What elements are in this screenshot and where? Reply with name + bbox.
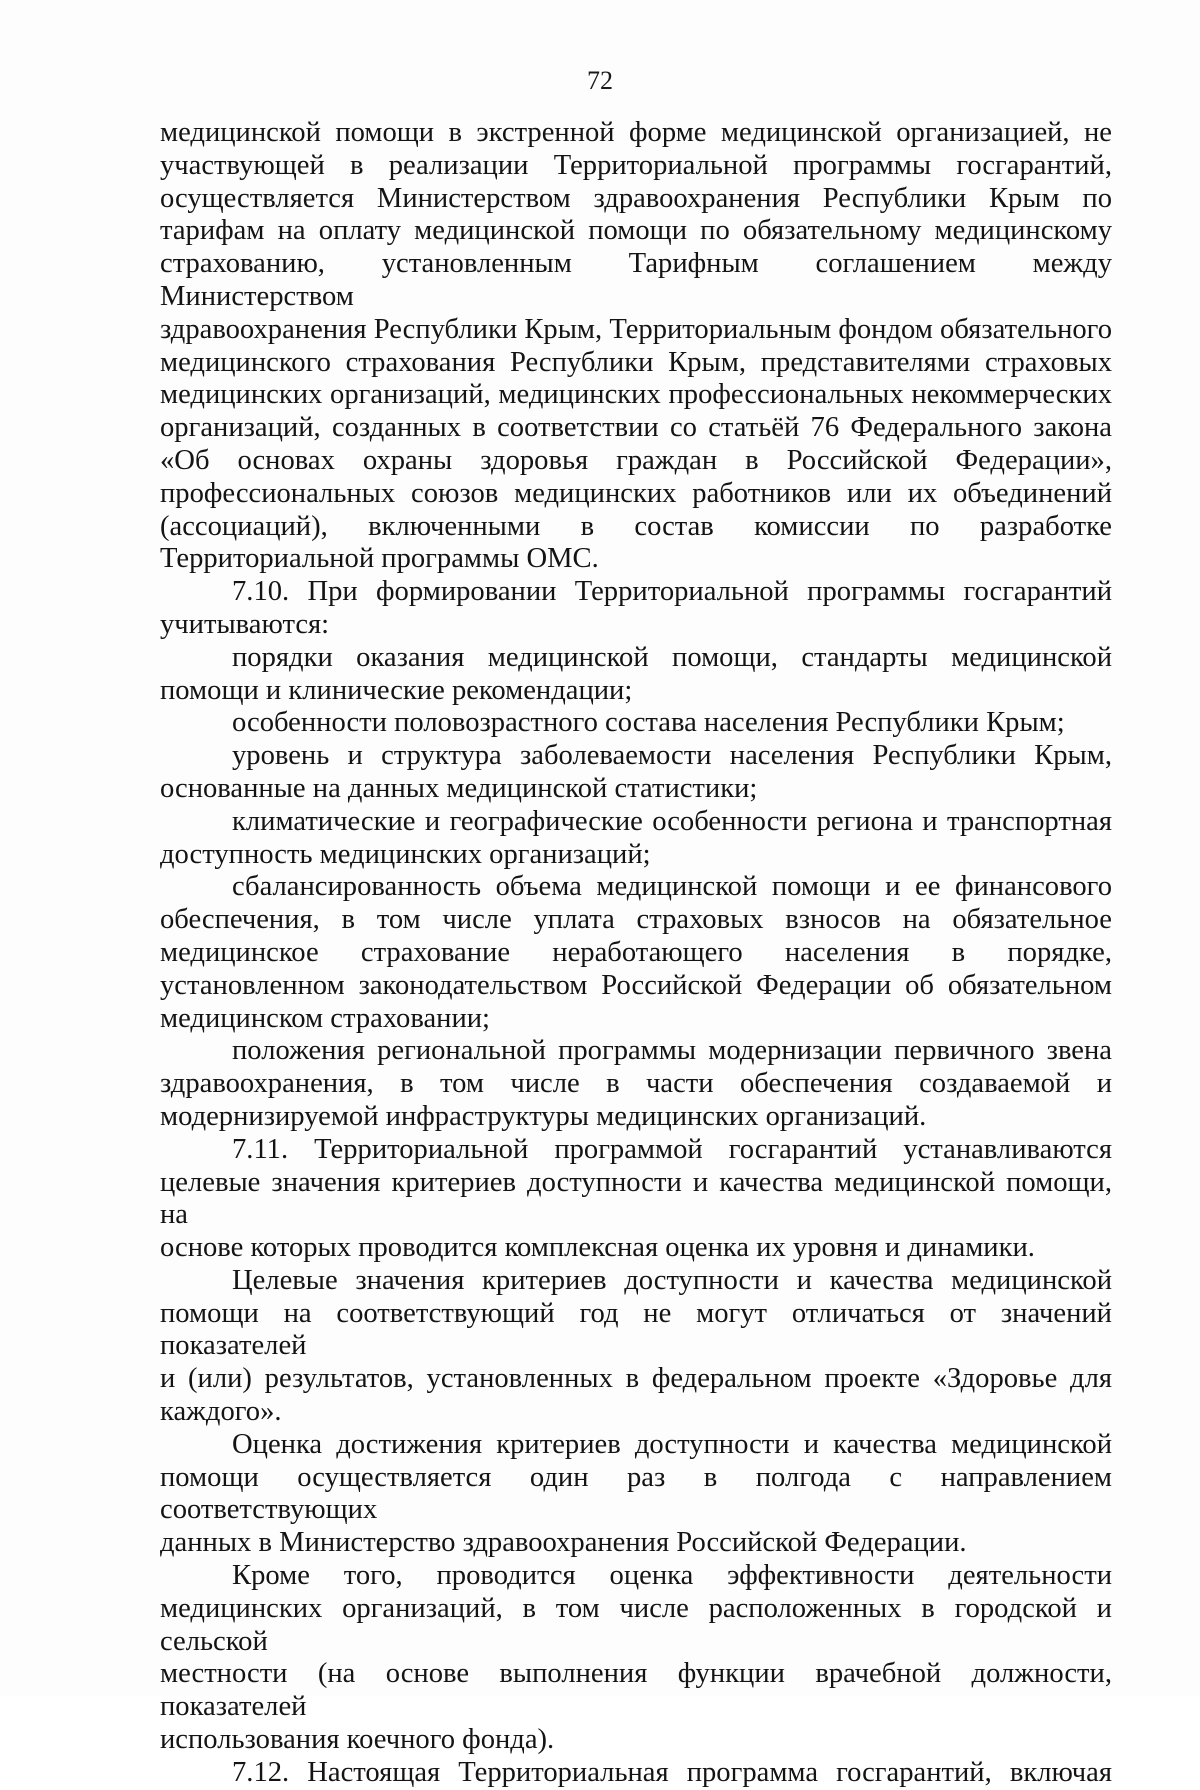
text-line: обеспечения, в том числе уплата страховых взносов на обязательное	[160, 904, 1112, 936]
text-line: медицинских организаций, медицинских профессиональных некоммерческих	[160, 379, 1112, 411]
text-line: медицинском страховании;	[160, 1002, 490, 1034]
text-line: медицинское страхование неработающего населения в порядке,	[160, 936, 1112, 968]
text-line: профессиональных союзов медицинских работников или их объединений	[160, 477, 1112, 509]
text-line: 7.12. Настоящая Территориальная программа госгарантий, включая	[232, 1756, 1112, 1788]
text-line: здравоохранения Республики Крым, Территориальным фондом обязательного	[160, 313, 1112, 345]
text-line: помощи осуществляется один раз в полгода с направлением соответствующих	[160, 1461, 1112, 1526]
text-line: учитываются:	[160, 608, 330, 640]
text-line: здравоохранения, в том числе в части обеспечения создаваемой и	[160, 1068, 1112, 1100]
text-line: уровень и структура заболеваемости населения Республики Крым,	[232, 740, 1112, 772]
page-number: 72	[587, 66, 613, 95]
text-line: участвующей в реализации Территориальной программы госгарантий,	[160, 149, 1112, 181]
text-line: основанные на данных медицинской статистики;	[160, 772, 758, 804]
text-line: «Об основах охраны здоровья граждан в Российской Федерации»,	[160, 444, 1112, 476]
text-line: 7.11. Территориальной программой госгарантий устанавливаются	[232, 1133, 1112, 1165]
text-line: использования коечного фонда).	[160, 1724, 555, 1756]
text-line: модернизируемой инфраструктуры медицинских организаций.	[160, 1100, 927, 1132]
text-line: тарифам на оплату медицинской помощи по обязательному медицинскому	[160, 215, 1112, 247]
text-line: медицинских организаций, в том числе расположенных в городской и сельской	[160, 1592, 1112, 1657]
text-line: организаций, созданных в соответствии со статьёй 76 Федерального закона	[160, 412, 1112, 444]
text-line: страхованию, установленным Тарифным соглашением между Министерством	[160, 248, 1112, 312]
text-line: положения региональной программы модернизации первичного звена	[232, 1035, 1112, 1067]
text-line: установленном законодательством Российской Федерации об обязательном	[160, 969, 1112, 1001]
text-line: местности (на основе выполнения функции врачебной должности, показателей	[160, 1658, 1112, 1723]
text-line: помощи на соответствующий год не могут отличаться от значений показателей	[160, 1297, 1112, 1362]
text-line: медицинской помощи в экстренной форме медицинской организацией, не	[160, 117, 1112, 148]
text-line: 7.10. При формировании Территориальной программы госгарантий	[232, 576, 1112, 608]
text-line: каждого».	[160, 1396, 282, 1428]
text-line: Оценка достижения критериев доступности и качества медицинской	[232, 1428, 1112, 1460]
text-line: медицинского страхования Республики Крым, представителями страховых	[160, 346, 1112, 378]
text-line: (ассоциаций), включенными в состав комиссии по разработке	[160, 510, 1112, 542]
text-line: целевые значения критериев доступности и качества медицинской помощи, на	[160, 1166, 1112, 1231]
body-text	[160, 117, 1112, 1790]
text-line: сбалансированность объема медицинской помощи и ее финансового	[232, 871, 1112, 903]
text-line: помощи и клинические рекомендации;	[160, 674, 633, 706]
text-line: Целевые значения критериев доступности и качества медицинской	[232, 1264, 1112, 1296]
text-line: климатические и географические особенности региона и транспортная	[232, 805, 1112, 837]
text-line: Территориальной программы ОМС.	[160, 543, 599, 575]
text-line: доступность медицинских организаций;	[160, 838, 651, 870]
text-line: порядки оказания медицинской помощи, стандарты медицинской	[232, 641, 1112, 673]
text-line: и (или) результатов, установленных в федеральном проекте «Здоровье для	[160, 1363, 1112, 1395]
text-line: основе которых проводится комплексная оценка их уровня и динамики.	[160, 1232, 1035, 1264]
text-line: особенности половозрастного состава населения Республики Крым;	[232, 707, 1065, 739]
text-line: осуществляется Министерством здравоохранения Республики Крым по	[160, 182, 1112, 214]
text-line: Кроме того, проводится оценка эффективности деятельности	[232, 1560, 1112, 1592]
text-line: данных в Министерство здравоохранения Российской Федерации.	[160, 1527, 967, 1559]
